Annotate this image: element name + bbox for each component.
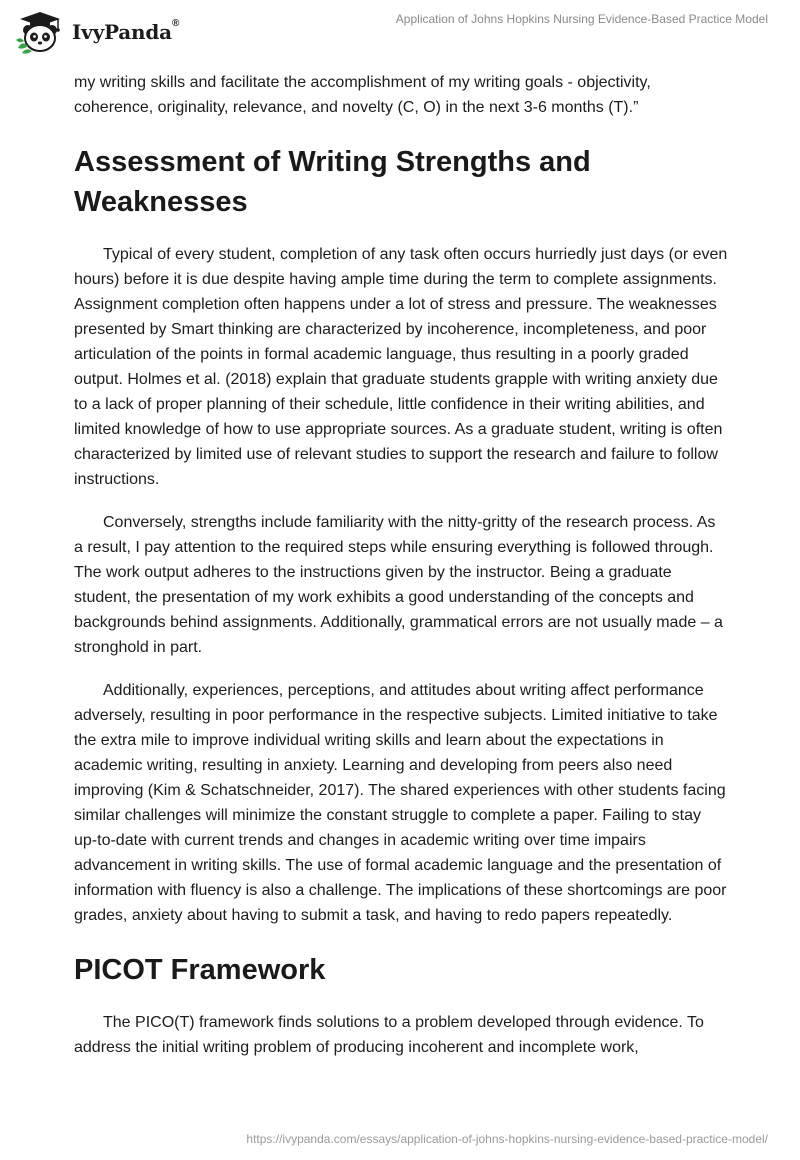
intro-continuation: my writing skills and facilitate the accomplishment of my writing goals - objectivity, coherence, originality, relevance, and novelty (C, O) in the next 3-6 months (T).” [74,74,651,116]
paragraph: Additionally, experiences, perceptions, and attitudes about writing affect performance adversely, resulting in poor performance in the respective subjects. Limited initiative to take the extra mile to improve individual writing skills and learn about the expectations in academic writing, resulting in anxiety. Learning and developing from peers also need improving (Kim & Schatschneider, 2017). The shared experiences with other students facing similar challenges will minimize the constant struggle to complete a paper. Failing to stay up-to-date with current trends and changes in academic writing over time impairs advancement in writing skills. The use of formal academic language and the presentation of information with fluency is also a challenge. The implications of these shortcomings are poor grades, anxiety about having to submit a task, and having to redo papers repeatedly. [74,682,727,924]
panda-graduate-icon [14,10,66,54]
paragraph: Typical of every student, completion of any task often occurs hurriedly just days (or even hours) before it is due despite having ample time during the term to complete assignments. Assignment completion often happens under a lot of stress and pressure. The weaknesses presented by Smart thinking are characterized by incoherence, incompleteness, and poor articulation of the points in formal academic language, thus resulting in a poorly graded output. Holmes et al. (2018) explain that graduate students grapple with writing anxiety due to a lack of proper planning of their schedule, little confidence in their writing abilities, and limited knowledge of how to use appropriate sources. As a graduate student, writing is often characterized by limited use of relevant studies to support the research and failure to follow instructions. [74,246,728,488]
article-body [74,70,728,1078]
paragraph: The PICO(T) framework finds solutions to a problem developed through evidence. To address the initial writing problem of producing incoherent and incomplete work, [74,1014,704,1056]
brand-name: IvyPanda® [72,18,180,44]
registered-mark: ® [171,18,180,29]
ivypanda-logo[interactable] [14,10,179,54]
document-title: Application of Johns Hopkins Nursing Evidence-Based Practice Model [395,12,768,26]
section-heading-assessment: Assessment of Writing Strengths and Weaknesses [74,146,591,218]
section-heading-picot: PICOT Framework [74,954,326,986]
source-url[interactable]: https://ivypanda.com/essays/application-of-johns-hopkins-nursing-evidence-based-practice-model/ [246,1132,768,1146]
paragraph: Conversely, strengths include familiarity with the nitty-gritty of the research process. As a result, I pay attention to the required steps while ensuring everything is followed through. The work output adheres to the instructions given by the instructor. Being a graduate student, the presentation of my work exhibits a good understanding of the concepts and backgrounds behind assignments. Additionally, grammatical errors are not usually made – a stronghold in part. [74,514,723,656]
page-header [0,0,800,64]
